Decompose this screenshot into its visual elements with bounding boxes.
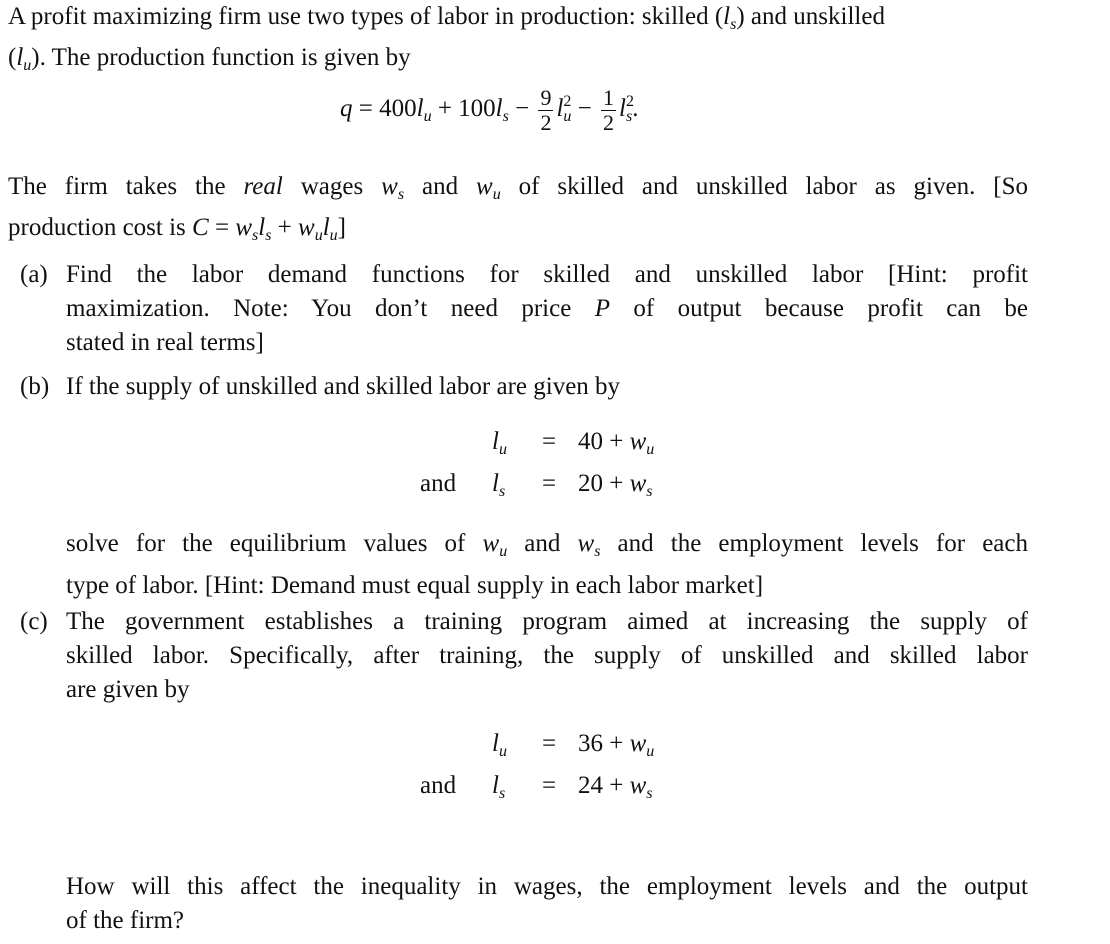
part-c-line-2: skilled labor. Specifically, after training, the supply of unskilled and skilled labor <box>66 642 1028 669</box>
supply-b-rhs-skilled: $20 + w_s$ <box>578 470 653 500</box>
part-c <box>20 605 1028 709</box>
wages-paragraph <box>8 170 1028 252</box>
supply-c-and: and <box>420 772 457 799</box>
supply-b-lhs-unskilled: $l_u$ <box>492 428 507 458</box>
part-a-line-2: maximization. Note: You don’t need price P of output because profit can be <box>66 295 1028 322</box>
part-c-label: (c) <box>20 608 48 635</box>
final-question <box>20 870 1028 942</box>
part-a <box>20 258 1028 362</box>
supply-b-rhs-unskilled: $40 + w_u$ <box>578 428 655 458</box>
supply-c-eq-2: = <box>542 772 557 799</box>
final-question-line-1: How will this affect the inequality in wages, the employment levels and the output <box>66 873 1028 900</box>
part-c-line-1: The government establishes a training program aimed at increasing the supply of <box>66 608 1028 635</box>
part-c-body <box>66 605 1028 707</box>
fraction-one-half: $\frac{1}{2}$ <box>603 85 615 135</box>
final-question-line-2: of the firm? <box>66 907 185 934</box>
part-b-line-2: solve for the equilibrium values of $w_u$ and $w_s$ and the employment levels for each <box>66 530 1028 560</box>
supply-b-eq-2: = <box>542 470 557 497</box>
intro-paragraph <box>8 0 1028 82</box>
supply-c-eq-1: = <box>542 730 557 757</box>
supply-c-lhs-skilled: $l_s$ <box>492 772 506 802</box>
wages-line-1: The firm takes the real wages $w_s$ and $w_u$ of skilled and unskilled labor as given. [So <box>8 173 1028 203</box>
supply-b-and: and <box>420 470 457 497</box>
supply-b-lhs-skilled: $l_s$ <box>492 470 506 500</box>
part-a-line-1: Find the labor demand functions for skilled and unskilled labor [Hint: profit <box>66 261 1028 288</box>
part-b <box>20 370 1028 410</box>
supply-b-eq-1: = <box>542 428 557 455</box>
part-b-line-1: If the supply of unskilled and skilled labor are given by <box>66 373 621 400</box>
supply-system-c <box>420 730 720 810</box>
supply-c-rhs-unskilled: $36 + w_u$ <box>578 730 655 760</box>
intro-line-1: A profit maximizing firm use two types of labor in production: skilled $(l_s)$ and unskilled <box>8 3 885 33</box>
part-a-body <box>66 258 1028 360</box>
supply-c-lhs-unskilled: $l_u$ <box>492 730 507 760</box>
supply-system-b <box>420 428 720 508</box>
part-a-label: (a) <box>20 261 48 288</box>
part-b-continued-body <box>66 527 1028 603</box>
part-b-label: (b) <box>20 373 50 400</box>
part-b-line-3: type of labor. [Hint: Demand must equal supply in each labor market] <box>66 572 764 599</box>
part-b-continued <box>20 527 1028 599</box>
fraction-nine-halves: $\frac{9}{2}$ <box>540 85 552 135</box>
wages-line-2: production cost is $C = w_sl_s + w_ul_u$] <box>8 214 346 244</box>
part-a-line-3: stated in real terms] <box>66 329 264 356</box>
production-function: $q = 400l_u + 100l_s$ − $\frac{9}{2}$ $l^2_u$ − $\frac{1}{2}$ $l^2_s$. <box>340 85 639 135</box>
part-b-body <box>66 370 1028 404</box>
final-question-body <box>66 870 1028 938</box>
supply-c-rhs-skilled: $24 + w_s$ <box>578 772 653 802</box>
part-c-line-3: are given by <box>66 676 190 703</box>
intro-line-2: $(l_u)$. The production function is given by <box>8 44 411 74</box>
